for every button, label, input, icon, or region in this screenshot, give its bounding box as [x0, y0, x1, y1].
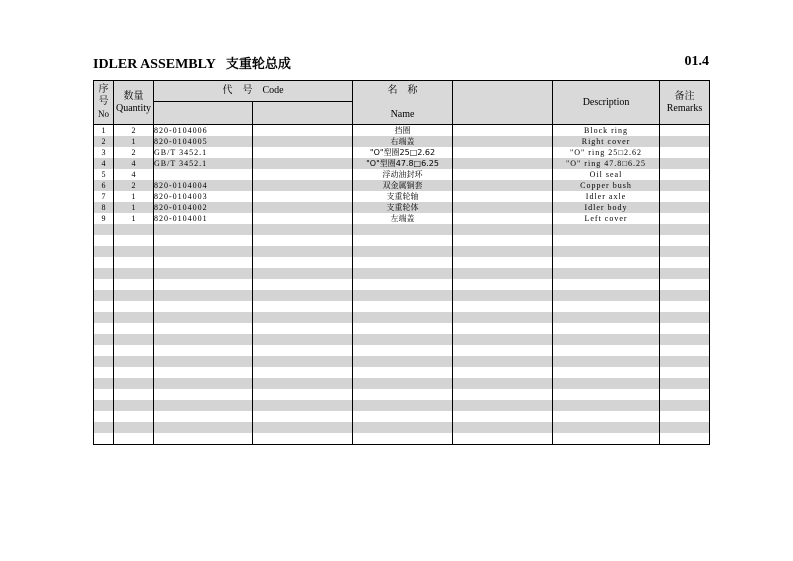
- cell-description: Idler axle: [553, 191, 660, 202]
- cell-description: [553, 334, 660, 345]
- cell-code: [154, 356, 253, 367]
- cell-blank: [453, 180, 553, 191]
- cell-no: 9: [94, 213, 114, 224]
- cell-description: Left cover: [553, 213, 660, 224]
- cell-name: [353, 356, 453, 367]
- cell-blank: [453, 323, 553, 334]
- cell-blank: [453, 367, 553, 378]
- header-no-cn: 序号: [98, 84, 109, 107]
- cell-description: [553, 422, 660, 433]
- cell-blank: [453, 312, 553, 323]
- document-title: [93, 53, 291, 73]
- cell-blank: [453, 334, 553, 345]
- cell-description: "O" ring 47.8□6.25: [553, 158, 660, 169]
- cell-blank: [453, 136, 553, 147]
- cell-no: 7: [94, 191, 114, 202]
- table-row: [94, 136, 710, 147]
- cell-code: [154, 400, 253, 411]
- cell-blank: [453, 378, 553, 389]
- cell-code-extra: [253, 224, 353, 235]
- cell-code: 820-0104006: [154, 125, 253, 137]
- parts-table: [93, 80, 710, 445]
- cell-quantity: 2: [114, 147, 154, 158]
- cell-description: [553, 268, 660, 279]
- table-row: [94, 290, 710, 301]
- cell-code: [154, 389, 253, 400]
- cell-no: [94, 389, 114, 400]
- cell-quantity: 4: [114, 169, 154, 180]
- cell-code: [154, 378, 253, 389]
- table-row: [94, 125, 710, 137]
- cell-remarks: [660, 323, 710, 334]
- cell-no: [94, 367, 114, 378]
- table-row: [94, 334, 710, 345]
- cell-description: [553, 246, 660, 257]
- cell-description: [553, 224, 660, 235]
- table-row: [94, 378, 710, 389]
- cell-code-extra: [253, 213, 353, 224]
- cell-blank: [453, 224, 553, 235]
- table-row: [94, 169, 710, 180]
- cell-name: 挡圈: [353, 125, 453, 137]
- table-row: [94, 312, 710, 323]
- cell-quantity: [114, 367, 154, 378]
- cell-code-extra: [253, 301, 353, 312]
- table-row: [94, 268, 710, 279]
- cell-remarks: [660, 389, 710, 400]
- cell-quantity: [114, 378, 154, 389]
- cell-code: 820-0104003: [154, 191, 253, 202]
- cell-code: [154, 411, 253, 422]
- cell-code: [154, 323, 253, 334]
- cell-description: [553, 235, 660, 246]
- cell-blank: [453, 202, 553, 213]
- cell-no: [94, 257, 114, 268]
- header-remarks: [660, 81, 710, 125]
- cell-name: [353, 433, 453, 445]
- cell-quantity: [114, 411, 154, 422]
- header-no-en: No: [98, 109, 109, 119]
- cell-quantity: [114, 389, 154, 400]
- cell-code-extra: [253, 246, 353, 257]
- cell-no: [94, 235, 114, 246]
- cell-remarks: [660, 345, 710, 356]
- cell-quantity: [114, 301, 154, 312]
- cell-remarks: [660, 334, 710, 345]
- cell-code-extra: [253, 400, 353, 411]
- cell-code-extra: [253, 136, 353, 147]
- cell-no: [94, 400, 114, 411]
- cell-remarks: [660, 433, 710, 445]
- cell-remarks: [660, 147, 710, 158]
- cell-code-extra: [253, 235, 353, 246]
- cell-no: 6: [94, 180, 114, 191]
- cell-name: 左端盖: [353, 213, 453, 224]
- cell-blank: [453, 433, 553, 445]
- cell-description: [553, 367, 660, 378]
- cell-no: [94, 268, 114, 279]
- cell-description: [553, 279, 660, 290]
- cell-no: 5: [94, 169, 114, 180]
- cell-description: [553, 389, 660, 400]
- cell-quantity: [114, 312, 154, 323]
- cell-quantity: 1: [114, 213, 154, 224]
- cell-remarks: [660, 279, 710, 290]
- cell-no: [94, 378, 114, 389]
- cell-quantity: [114, 268, 154, 279]
- cell-code-extra: [253, 411, 353, 422]
- cell-name: [353, 290, 453, 301]
- cell-blank: [453, 411, 553, 422]
- cell-quantity: [114, 422, 154, 433]
- cell-quantity: [114, 356, 154, 367]
- cell-quantity: [114, 279, 154, 290]
- cell-description: [553, 411, 660, 422]
- cell-description: Block ring: [553, 125, 660, 137]
- cell-remarks: [660, 213, 710, 224]
- cell-remarks: [660, 356, 710, 367]
- cell-name: "O"型圈25□2.62: [353, 147, 453, 158]
- cell-no: [94, 433, 114, 445]
- table-row: [94, 367, 710, 378]
- cell-quantity: 2: [114, 125, 154, 137]
- cell-remarks: [660, 422, 710, 433]
- cell-blank: [453, 246, 553, 257]
- cell-quantity: 2: [114, 180, 154, 191]
- cell-remarks: [660, 411, 710, 422]
- cell-code: GB/T 3452.1: [154, 158, 253, 169]
- cell-no: [94, 301, 114, 312]
- cell-code-extra: [253, 367, 353, 378]
- cell-blank: [453, 169, 553, 180]
- cell-code-extra: [253, 312, 353, 323]
- cell-code-extra: [253, 125, 353, 137]
- cell-remarks: [660, 378, 710, 389]
- table-row: [94, 202, 710, 213]
- cell-name: 支重轮轴: [353, 191, 453, 202]
- cell-remarks: [660, 169, 710, 180]
- cell-quantity: [114, 246, 154, 257]
- table-row: [94, 422, 710, 433]
- cell-blank: [453, 356, 553, 367]
- cell-name: [353, 334, 453, 345]
- cell-no: [94, 290, 114, 301]
- header-blank: [453, 81, 553, 125]
- cell-remarks: [660, 125, 710, 137]
- cell-description: [553, 433, 660, 445]
- cell-no: 4: [94, 158, 114, 169]
- cell-description: [553, 257, 660, 268]
- cell-quantity: 1: [114, 136, 154, 147]
- cell-quantity: [114, 323, 154, 334]
- cell-no: 2: [94, 136, 114, 147]
- table-row: [94, 345, 710, 356]
- cell-description: Right cover: [553, 136, 660, 147]
- cell-description: [553, 312, 660, 323]
- table-row: [94, 158, 710, 169]
- header-name-cn: 名 称: [387, 84, 418, 96]
- table-row: [94, 301, 710, 312]
- cell-remarks: [660, 312, 710, 323]
- cell-quantity: [114, 345, 154, 356]
- cell-quantity: [114, 290, 154, 301]
- cell-code-extra: [253, 356, 353, 367]
- table-row: [94, 257, 710, 268]
- parts-table-body: [94, 125, 710, 445]
- table-row: [94, 213, 710, 224]
- table-row: [94, 246, 710, 257]
- cell-no: 1: [94, 125, 114, 137]
- cell-no: [94, 345, 114, 356]
- cell-blank: [453, 158, 553, 169]
- header-quantity-en: Quantity: [116, 102, 151, 114]
- cell-description: "O" ring 25□2.62: [553, 147, 660, 158]
- header-code-cn: 代 号: [222, 85, 253, 96]
- cell-name: [353, 268, 453, 279]
- cell-name: 浮动油封环: [353, 169, 453, 180]
- cell-name: [353, 345, 453, 356]
- cell-remarks: [660, 268, 710, 279]
- cell-code: [154, 312, 253, 323]
- header-no: [94, 81, 114, 125]
- table-row: [94, 389, 710, 400]
- cell-name: [353, 224, 453, 235]
- header-name-en: Name: [390, 108, 415, 120]
- cell-code: 820-0104004: [154, 180, 253, 191]
- cell-blank: [453, 213, 553, 224]
- cell-code: GB/T 3452.1: [154, 147, 253, 158]
- cell-no: 8: [94, 202, 114, 213]
- cell-code: [154, 169, 253, 180]
- page-number: 01.4: [684, 54, 709, 69]
- cell-no: 3: [94, 147, 114, 158]
- cell-code: 820-0104005: [154, 136, 253, 147]
- header-remarks-cn: 备注: [674, 90, 695, 102]
- cell-code-extra: [253, 323, 353, 334]
- cell-no: [94, 279, 114, 290]
- table-row: [94, 235, 710, 246]
- cell-name: [353, 411, 453, 422]
- cell-blank: [453, 125, 553, 137]
- cell-code-extra: [253, 422, 353, 433]
- cell-blank: [453, 400, 553, 411]
- cell-description: Copper bush: [553, 180, 660, 191]
- cell-code-extra: [253, 268, 353, 279]
- cell-remarks: [660, 191, 710, 202]
- table-row: [94, 323, 710, 334]
- title-chinese: 支重轮总成: [225, 57, 291, 72]
- cell-description: Oil seal: [553, 169, 660, 180]
- cell-remarks: [660, 202, 710, 213]
- cell-no: [94, 224, 114, 235]
- cell-blank: [453, 422, 553, 433]
- cell-code-extra: [253, 147, 353, 158]
- table-row: [94, 411, 710, 422]
- cell-description: [553, 301, 660, 312]
- cell-description: [553, 400, 660, 411]
- cell-quantity: 1: [114, 202, 154, 213]
- table-row: [94, 279, 710, 290]
- cell-code: [154, 246, 253, 257]
- cell-no: [94, 323, 114, 334]
- cell-name: "O"型圈47.8□6.25: [353, 158, 453, 169]
- cell-remarks: [660, 180, 710, 191]
- cell-quantity: [114, 334, 154, 345]
- cell-name: 右端盖: [353, 136, 453, 147]
- header-remarks-en: Remarks: [666, 102, 703, 114]
- cell-code-extra: [253, 378, 353, 389]
- cell-code: [154, 235, 253, 246]
- cell-remarks: [660, 301, 710, 312]
- table-row: [94, 191, 710, 202]
- cell-no: [94, 411, 114, 422]
- cell-blank: [453, 235, 553, 246]
- cell-name: [353, 301, 453, 312]
- cell-code-extra: [253, 158, 353, 169]
- cell-code-extra: [253, 191, 353, 202]
- cell-name: [353, 422, 453, 433]
- cell-name: [353, 257, 453, 268]
- cell-code: [154, 433, 253, 445]
- cell-code: [154, 290, 253, 301]
- cell-remarks: [660, 136, 710, 147]
- cell-name: [353, 235, 453, 246]
- cell-code: [154, 422, 253, 433]
- cell-code: [154, 345, 253, 356]
- cell-code: [154, 334, 253, 345]
- cell-quantity: [114, 400, 154, 411]
- cell-no: [94, 356, 114, 367]
- cell-description: [553, 323, 660, 334]
- cell-name: 支重轮体: [353, 202, 453, 213]
- cell-no: [94, 246, 114, 257]
- cell-no: [94, 312, 114, 323]
- cell-code: 820-0104001: [154, 213, 253, 224]
- cell-quantity: [114, 257, 154, 268]
- cell-blank: [453, 147, 553, 158]
- table-row: [94, 224, 710, 235]
- cell-remarks: [660, 290, 710, 301]
- cell-quantity: [114, 433, 154, 445]
- cell-code: [154, 224, 253, 235]
- cell-name: [353, 323, 453, 334]
- cell-blank: [453, 279, 553, 290]
- cell-remarks: [660, 158, 710, 169]
- cell-code-extra: [253, 433, 353, 445]
- cell-name: 双金属铜套: [353, 180, 453, 191]
- cell-no: [94, 334, 114, 345]
- header-code-sub-left: [154, 102, 253, 125]
- cell-blank: [453, 290, 553, 301]
- title-english: IDLER ASSEMBLY: [93, 57, 216, 72]
- cell-code-extra: [253, 279, 353, 290]
- cell-quantity: [114, 224, 154, 235]
- cell-blank: [453, 389, 553, 400]
- cell-code: 820-0104002: [154, 202, 253, 213]
- cell-description: [553, 290, 660, 301]
- cell-name: [353, 367, 453, 378]
- table-row: [94, 147, 710, 158]
- cell-code-extra: [253, 202, 353, 213]
- cell-code-extra: [253, 290, 353, 301]
- cell-remarks: [660, 257, 710, 268]
- cell-remarks: [660, 246, 710, 257]
- cell-name: [353, 389, 453, 400]
- cell-code: [154, 279, 253, 290]
- cell-description: [553, 378, 660, 389]
- header-quantity: [114, 81, 154, 125]
- cell-code-extra: [253, 169, 353, 180]
- cell-name: [353, 378, 453, 389]
- cell-blank: [453, 191, 553, 202]
- table-row: [94, 400, 710, 411]
- cell-remarks: [660, 367, 710, 378]
- cell-description: [553, 345, 660, 356]
- cell-code-extra: [253, 257, 353, 268]
- header-code: [154, 81, 353, 102]
- header-code-en: Code: [262, 85, 284, 96]
- cell-name: [353, 312, 453, 323]
- cell-code: [154, 257, 253, 268]
- cell-blank: [453, 268, 553, 279]
- header-description: Description: [553, 81, 660, 125]
- cell-remarks: [660, 224, 710, 235]
- cell-blank: [453, 345, 553, 356]
- cell-remarks: [660, 235, 710, 246]
- cell-code: [154, 301, 253, 312]
- cell-code: [154, 268, 253, 279]
- cell-description: [553, 356, 660, 367]
- cell-blank: [453, 257, 553, 268]
- cell-name: [353, 279, 453, 290]
- cell-code-extra: [253, 389, 353, 400]
- cell-code-extra: [253, 180, 353, 191]
- cell-quantity: 1: [114, 191, 154, 202]
- table-row: [94, 433, 710, 445]
- cell-blank: [453, 301, 553, 312]
- cell-remarks: [660, 400, 710, 411]
- header-name: [353, 81, 453, 125]
- cell-no: [94, 422, 114, 433]
- cell-name: [353, 400, 453, 411]
- cell-description: Idler body: [553, 202, 660, 213]
- header-quantity-cn: 数量: [123, 90, 144, 102]
- cell-code-extra: [253, 334, 353, 345]
- cell-name: [353, 246, 453, 257]
- table-row: [94, 180, 710, 191]
- cell-quantity: [114, 235, 154, 246]
- header-code-sub-right: [253, 102, 353, 125]
- cell-code-extra: [253, 345, 353, 356]
- cell-code: [154, 367, 253, 378]
- table-row: [94, 356, 710, 367]
- cell-quantity: 4: [114, 158, 154, 169]
